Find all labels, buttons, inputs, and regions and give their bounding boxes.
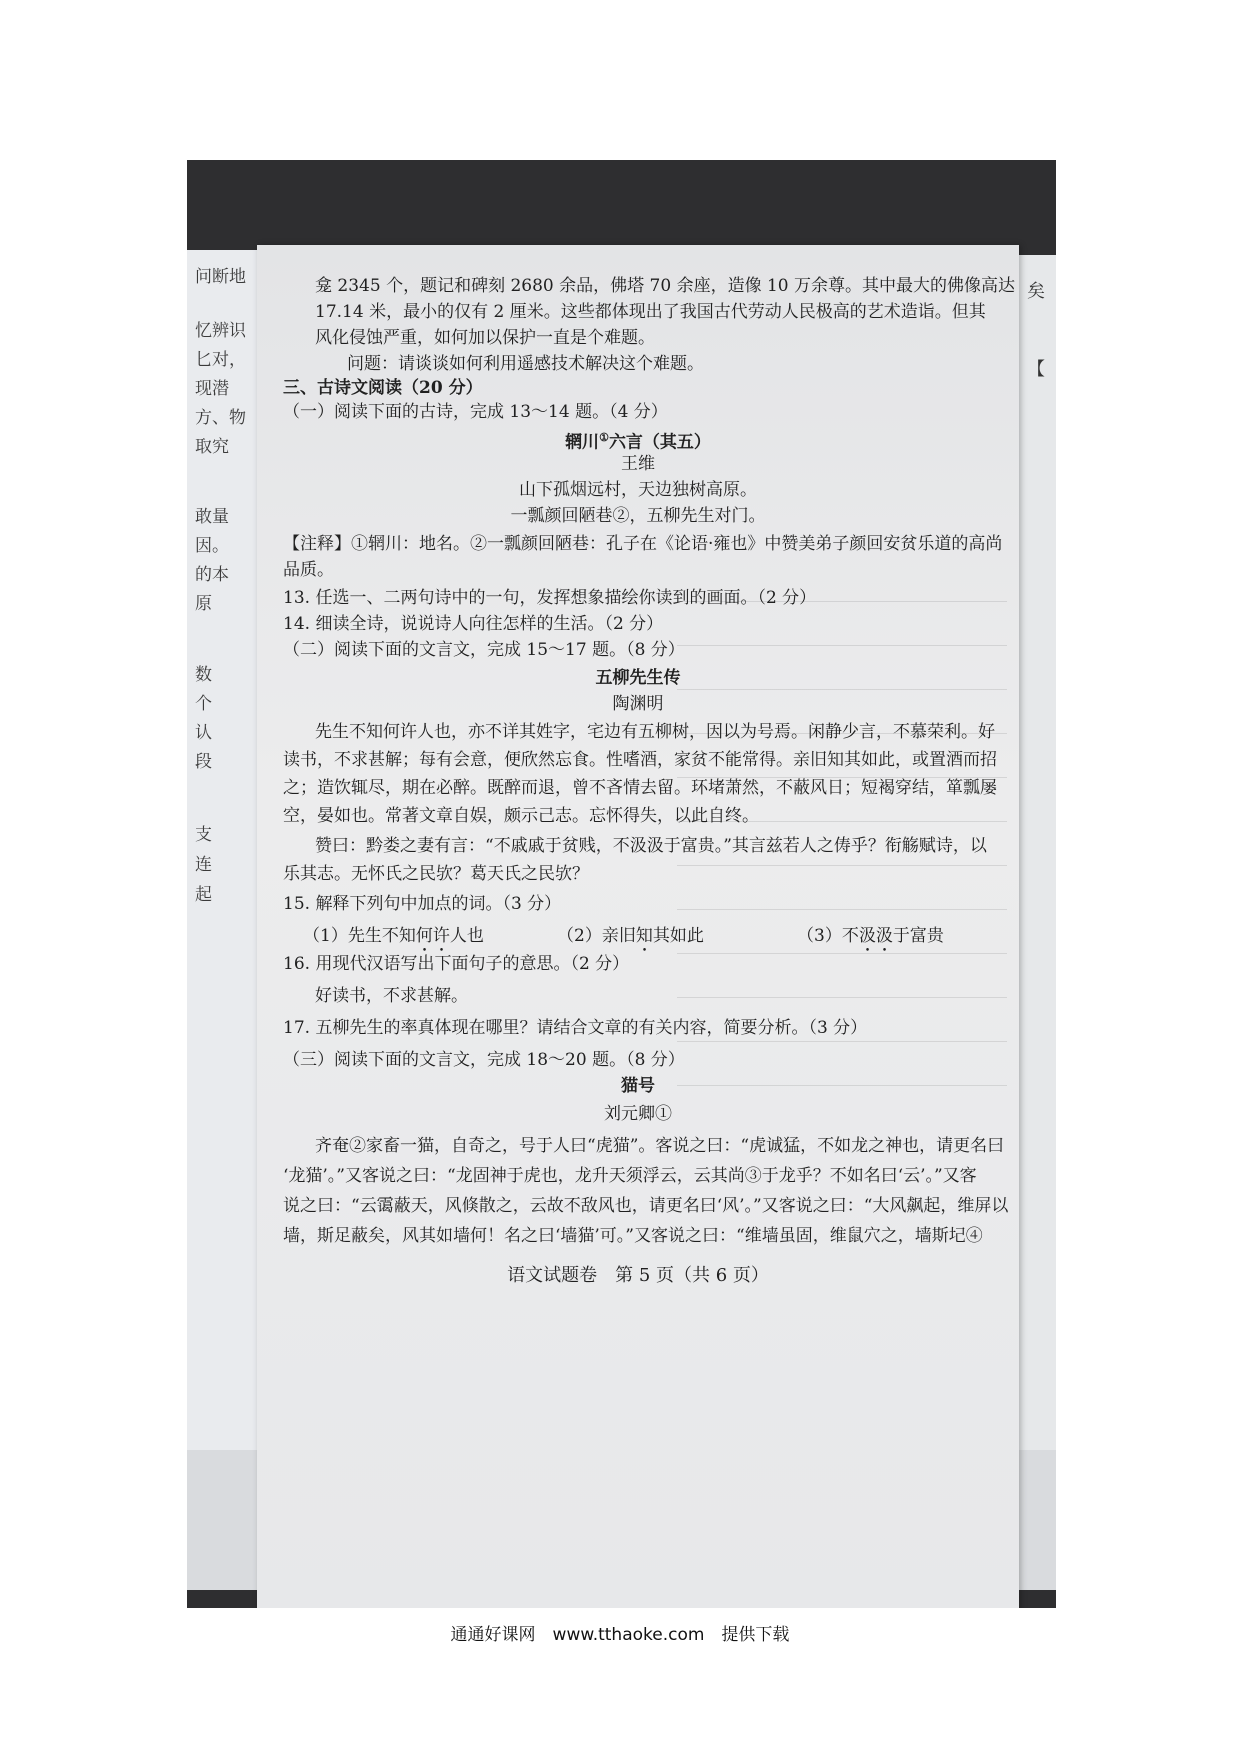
annotation: 品质。 <box>283 560 334 580</box>
option-text: （1）先生不知 <box>303 926 416 946</box>
question-prompt: 问题：请谈谈如何利用遥感技术解决这个难题。 <box>347 354 704 374</box>
option-text: 于富贵 <box>892 926 944 946</box>
left-page-fragment <box>187 250 257 1510</box>
side-text: 认 <box>195 723 212 743</box>
prose-line: 先生不知何许人也，亦不详其姓字，宅边有五柳树，因以为号焉。闲静少言，不慕荣利。好 <box>315 722 995 742</box>
subsection-heading: （二）阅读下面的文言文，完成 15～17 题。（8 分） <box>283 640 685 660</box>
question-13: 13. 任选一、二两句诗中的一句，发挥想象描绘你读到的画面。（2 分） <box>283 588 817 608</box>
download-caption: 通通好课网 www.tthaoke.com 提供下载 <box>450 1625 790 1645</box>
question-17: 17. 五柳先生的率真体现在哪里？请结合文章的有关内容，简要分析。（3 分） <box>283 1018 868 1038</box>
poem-title-text: 六言（其五） <box>608 432 711 453</box>
question-15-option-1 <box>303 921 484 956</box>
subsection-heading: （三）阅读下面的文言文，完成 18～20 题。（8 分） <box>283 1050 685 1070</box>
footnote-marker: ① <box>599 431 609 444</box>
side-text: 连 <box>195 855 212 875</box>
prose-line: 乐其志。无怀氏之民欤？葛天氏之民欤？ <box>283 864 589 884</box>
poem-title-text: 辋川 <box>565 432 600 453</box>
section-heading: 三、古诗文阅读（20 分） <box>283 378 483 398</box>
side-text: 支 <box>195 825 212 845</box>
dotted-word: 汲汲 <box>858 926 893 946</box>
question-15-option-2 <box>557 921 704 956</box>
text-line: 17.14 米，最小的仅有 2 厘米。这些都体现出了我国古代劳动人民极高的艺术造诣。但其 <box>315 302 986 322</box>
text-line: 龛 2345 个，题记和碑刻 2680 余品，佛塔 70 余座，造像 10 万余尊。其中最大的佛像高达 <box>315 276 1016 296</box>
page-footer: 语文试题卷 第 5 页（共 6 页） <box>507 1265 769 1286</box>
document-photo <box>187 160 1056 1608</box>
prose-line: 墙，斯足蔽矣，风其如墙何！名之曰‘墙猫’可。”又客说之曰：“维墙虽固，维鼠穴之，墙斯圮④ <box>283 1226 983 1246</box>
poem-line: 山下孤烟远村，天边独树高原。 <box>519 480 757 500</box>
subsection-heading: （一）阅读下面的古诗，完成 13～14 题。（4 分） <box>283 402 668 422</box>
exam-page <box>257 245 1019 1608</box>
side-text: 段 <box>195 752 212 772</box>
option-text: 人也 <box>449 926 484 946</box>
side-text: 【 <box>1027 359 1045 380</box>
option-text: 其如此 <box>652 926 704 946</box>
dotted-word: 知 <box>635 926 653 946</box>
poem-author: 王维 <box>621 454 655 474</box>
annotation: 【注释】①辋川：地名。②一瓢颜回陋巷：孔子在《论语·雍也》中赞美弟子颜回安贫乐道的高尚 <box>283 534 1003 554</box>
dotted-word: 何许 <box>415 926 450 946</box>
side-text: 原 <box>195 594 212 614</box>
prose-line: 赞曰：黔娄之妻有言：“不戚戚于贫贱，不汲汲于富贵。”其言兹若人之俦乎？衔觞赋诗，以 <box>315 836 987 856</box>
prose-line: ‘龙猫’。”又客说之曰：“龙固神于虎也，龙升天须浮云，云其尚③于龙乎？不如名曰‘云’。”又客 <box>283 1166 977 1186</box>
prose-line: 齐奄②家畜一猫，自奇之，号于人曰“虎猫”。客说之曰：“虎诚猛，不如龙之神也，请更名曰 <box>315 1136 1005 1156</box>
question-16-sentence: 好读书，不求甚解。 <box>315 986 468 1006</box>
question-15-option-3 <box>797 921 944 956</box>
side-text: 矣 <box>1027 281 1045 302</box>
question-15: 15. 解释下列句中加点的词。（3 分） <box>283 894 562 914</box>
option-text: （2）亲旧 <box>557 926 636 946</box>
side-text: 方、物 <box>195 408 246 428</box>
side-text: 现潜 <box>195 379 229 399</box>
cat-title: 猫号 <box>621 1076 655 1096</box>
side-text: 问断地 <box>195 267 246 287</box>
side-text: 忆辨识 <box>195 321 246 341</box>
poem-line: 一瓢颜回陋巷②，五柳先生对门。 <box>510 506 766 526</box>
side-text: 起 <box>195 885 212 905</box>
question-14: 14. 细读全诗，说说诗人向往怎样的生活。（2 分） <box>283 614 664 634</box>
side-text: 的本 <box>195 565 229 585</box>
cat-author: 刘元卿① <box>604 1104 672 1124</box>
right-page-fragment <box>1017 255 1056 1515</box>
side-text: 敢量 <box>195 507 229 527</box>
prose-title: 五柳先生传 <box>595 668 681 688</box>
prose-line: 之；造饮辄尽，期在必醉。既醉而退，曾不吝情去留。环堵萧然，不蔽风日；短褐穿结，箪瓢屡 <box>283 778 997 798</box>
prose-line: 空，晏如也。常著文章自娱，颇示己志。忘怀得失，以此自终。 <box>283 806 759 826</box>
side-text: 个 <box>195 694 212 714</box>
poem-title <box>257 427 1019 454</box>
question-16: 16. 用现代汉语写出下面句子的意思。（2 分） <box>283 954 630 974</box>
side-text: 匕对， <box>195 350 246 370</box>
side-text: 数 <box>195 665 212 685</box>
side-text: 因。 <box>195 536 229 556</box>
text-line: 风化侵蚀严重，如何加以保护一直是个难题。 <box>315 328 655 348</box>
side-text: 取究 <box>195 437 229 457</box>
prose-author: 陶渊明 <box>612 694 664 714</box>
prose-line: 读书，不求甚解；每有会意，便欣然忘食。性嗜酒，家贫不能常得。亲旧知其如此，或置酒而招 <box>283 750 997 770</box>
prose-line: 说之曰：“云霭蔽天，风倏散之，云故不敌风也，请更名曰‘风’。”又客说之曰：“大风飙起，维屏以 <box>283 1196 1009 1216</box>
option-text: （3）不 <box>797 926 859 946</box>
